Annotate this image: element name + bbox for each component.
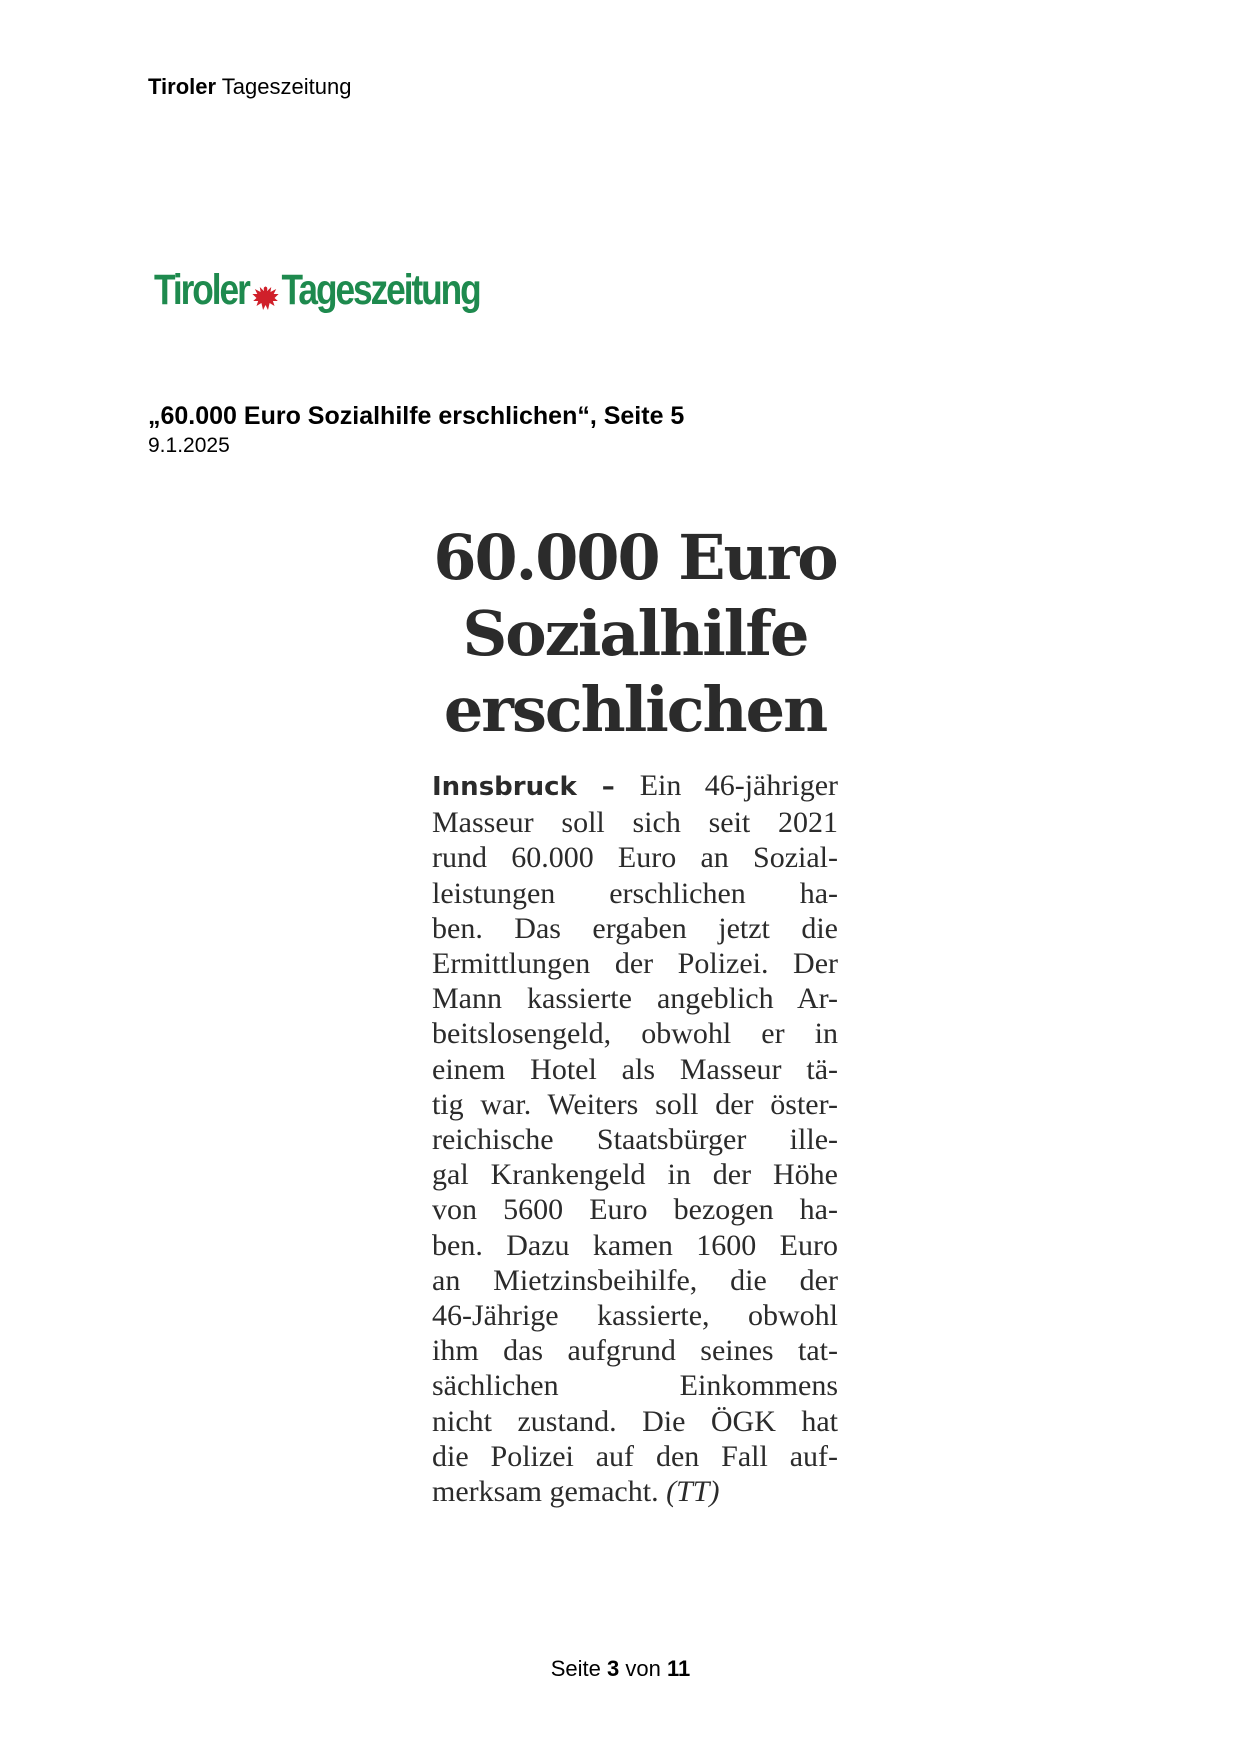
- newspaper-clipping: [432, 520, 838, 1509]
- body-line: Ein 46-jähriger: [639, 769, 838, 802]
- body-line: Masseur soll sich seit 2021: [432, 806, 838, 840]
- body-first-line: [432, 768, 838, 805]
- header-brand-regular: Tageszeitung: [221, 74, 352, 99]
- body-line: ben. Dazu kamen 1600 Euro: [432, 1228, 838, 1262]
- footer-middle: von: [625, 1656, 661, 1681]
- body-line: merksam gemacht.: [432, 1475, 659, 1509]
- body-line: beitslosengeld, obwohl er in: [432, 1017, 838, 1051]
- clipping-body: [432, 768, 838, 1509]
- dateline-dash: –: [576, 772, 640, 802]
- logo-left-word: Tiroler: [154, 265, 249, 314]
- body-line: ihm das aufgrund seines tat-: [432, 1334, 838, 1368]
- body-line: einem Hotel als Masseur tä-: [432, 1052, 838, 1086]
- tyrolean-eagle-icon: [251, 275, 279, 305]
- dateline: Innsbruck: [432, 772, 577, 802]
- body-line: rund 60.000 Euro an Sozial-: [432, 841, 838, 875]
- logo-right-word: Tageszeitung: [281, 265, 480, 314]
- page-header: [148, 74, 351, 100]
- article-title: „60.000 Euro Sozialhilfe erschlichen“, Seite 5: [148, 402, 685, 430]
- body-line: Mann kassierte angeblich Ar-: [432, 982, 838, 1016]
- article-date: 9.1.2025: [148, 434, 230, 457]
- body-line: Ermittlungen der Polizei. Der: [432, 947, 838, 981]
- clipping-headline: [432, 520, 838, 748]
- footer-page-number: 3: [607, 1656, 620, 1681]
- body-last-line: [432, 1474, 838, 1509]
- body-line: gal Krankengeld in der Höhe: [432, 1158, 838, 1192]
- body-line: sächlichen Einkommens: [432, 1369, 838, 1403]
- body-line: reichische Staatsbürger ille-: [432, 1123, 838, 1157]
- body-line: leistungen erschlichen ha-: [432, 876, 838, 910]
- header-brand-bold: Tiroler: [148, 74, 217, 99]
- body-line: an Mietzinsbeihilfe, die der: [432, 1263, 838, 1297]
- newspaper-logo: [154, 262, 480, 318]
- body-line: ben. Das ergaben jetzt die: [432, 911, 838, 945]
- body-line: von 5600 Euro bezogen ha-: [432, 1193, 838, 1227]
- body-line: 46-Jährige kassierte, obwohl: [432, 1299, 838, 1333]
- body-line: nicht zustand. Die ÖGK hat: [432, 1404, 838, 1438]
- headline-line: 60.000 Euro: [433, 521, 837, 594]
- footer-page-total: 11: [667, 1656, 691, 1681]
- headline-line: erschlichen: [443, 673, 827, 746]
- body-line: tig war. Weiters soll der öster-: [432, 1087, 838, 1121]
- footer-prefix: Seite: [550, 1656, 601, 1681]
- body-line: die Polizei auf den Fall auf-: [432, 1439, 838, 1473]
- headline-line: Sozialhilfe: [462, 597, 808, 670]
- credit: (TT): [666, 1475, 720, 1509]
- page-footer: [0, 1656, 1241, 1682]
